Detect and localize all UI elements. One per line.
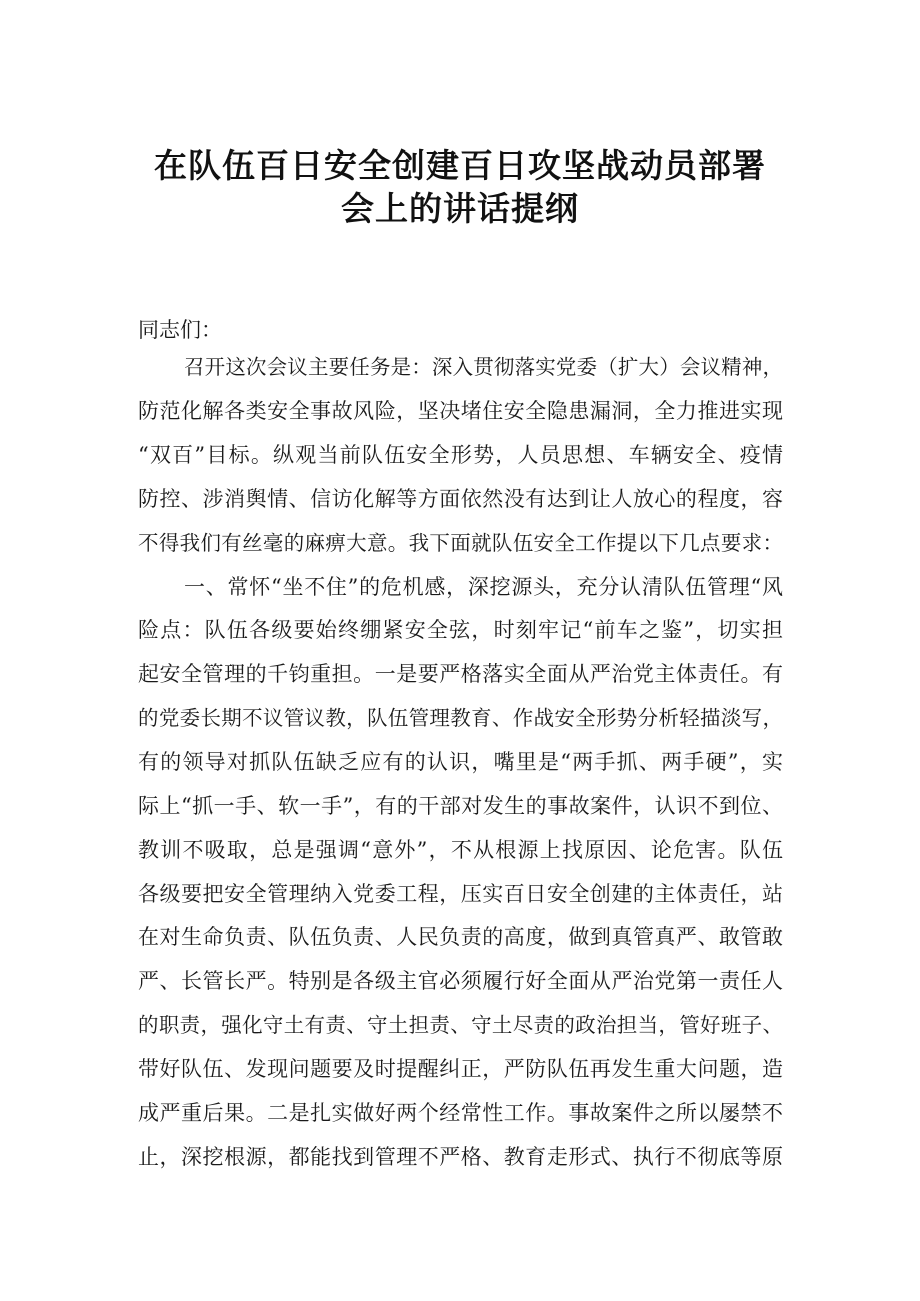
paragraph-line: 的职责，强化守土有责、守土担责、守土尽责的政治担当，管好班子、: [138, 1013, 783, 1037]
paragraph-line: 有的领导对抓队伍缺乏应有的认识，嘴里是“两手抓、两手硬”，实: [138, 750, 783, 774]
paragraph-line: 防控、涉消舆情、信访化解等方面依然没有达到让人放心的程度，容: [138, 487, 783, 511]
paragraph-line: 严、长管长严。特别是各级主官必须履行好全面从严治党第一责任人: [138, 969, 783, 993]
paragraph-line: 不得我们有丝毫的麻痹大意。我下面就队伍安全工作提以下几点要求：: [138, 531, 783, 555]
paragraph-line: 召开这次会议主要任务是：深入贯彻落实党委（扩大）会议精神，: [184, 355, 783, 379]
paragraph-line: 险点：队伍各级要始终绷紧安全弦，时刻牢记“前车之鉴”，切实担: [138, 618, 783, 642]
salutation: 同志们：: [138, 318, 222, 342]
paragraph-line: 带好队伍、发现问题要及时提醒纠正，严防队伍再发生重大问题，造: [138, 1057, 783, 1081]
document-title-line-2: 会上的讲话提纲: [341, 189, 579, 228]
paragraph-line: 的党委长期不议管议教，队伍管理教育、作战安全形势分析轻描淡写，: [138, 706, 783, 730]
paragraph-line: 起安全管理的千钧重担。一是要严格落实全面从严治党主体责任。有: [138, 662, 783, 686]
paragraph-line: 各级要把安全管理纳入党委工程，压实百日安全创建的主体责任，站: [138, 882, 783, 906]
paragraph-line: 际上“抓一手、软一手”，有的干部对发生的事故案件，认识不到位、: [138, 794, 783, 818]
paragraph-line: 一、常怀“坐不住”的危机感，深挖源头，充分认清队伍管理“风: [184, 575, 783, 599]
paragraph-line: “双百”目标。纵观当前队伍安全形势，人员思想、车辆安全、疫情: [138, 443, 783, 467]
paragraph-line: 止，深挖根源，都能找到管理不严格、教育走形式、执行不彻底等原: [138, 1145, 783, 1169]
paragraph-line: 成严重后果。二是扎实做好两个经常性工作。事故案件之所以屡禁不: [138, 1101, 783, 1125]
paragraph-line: 教训不吸取，总是强调“意外”，不从根源上找原因、论危害。队伍: [138, 838, 783, 862]
document-title-line-1: 在队伍百日安全创建百日攻坚战动员部署: [154, 146, 766, 185]
paragraph-line: 防范化解各类安全事故风险，坚决堵住安全隐患漏洞，全力推进实现: [138, 399, 783, 423]
paragraph-line: 在对生命负责、队伍负责、人民负责的高度，做到真管真严、敢管敢: [138, 925, 783, 949]
